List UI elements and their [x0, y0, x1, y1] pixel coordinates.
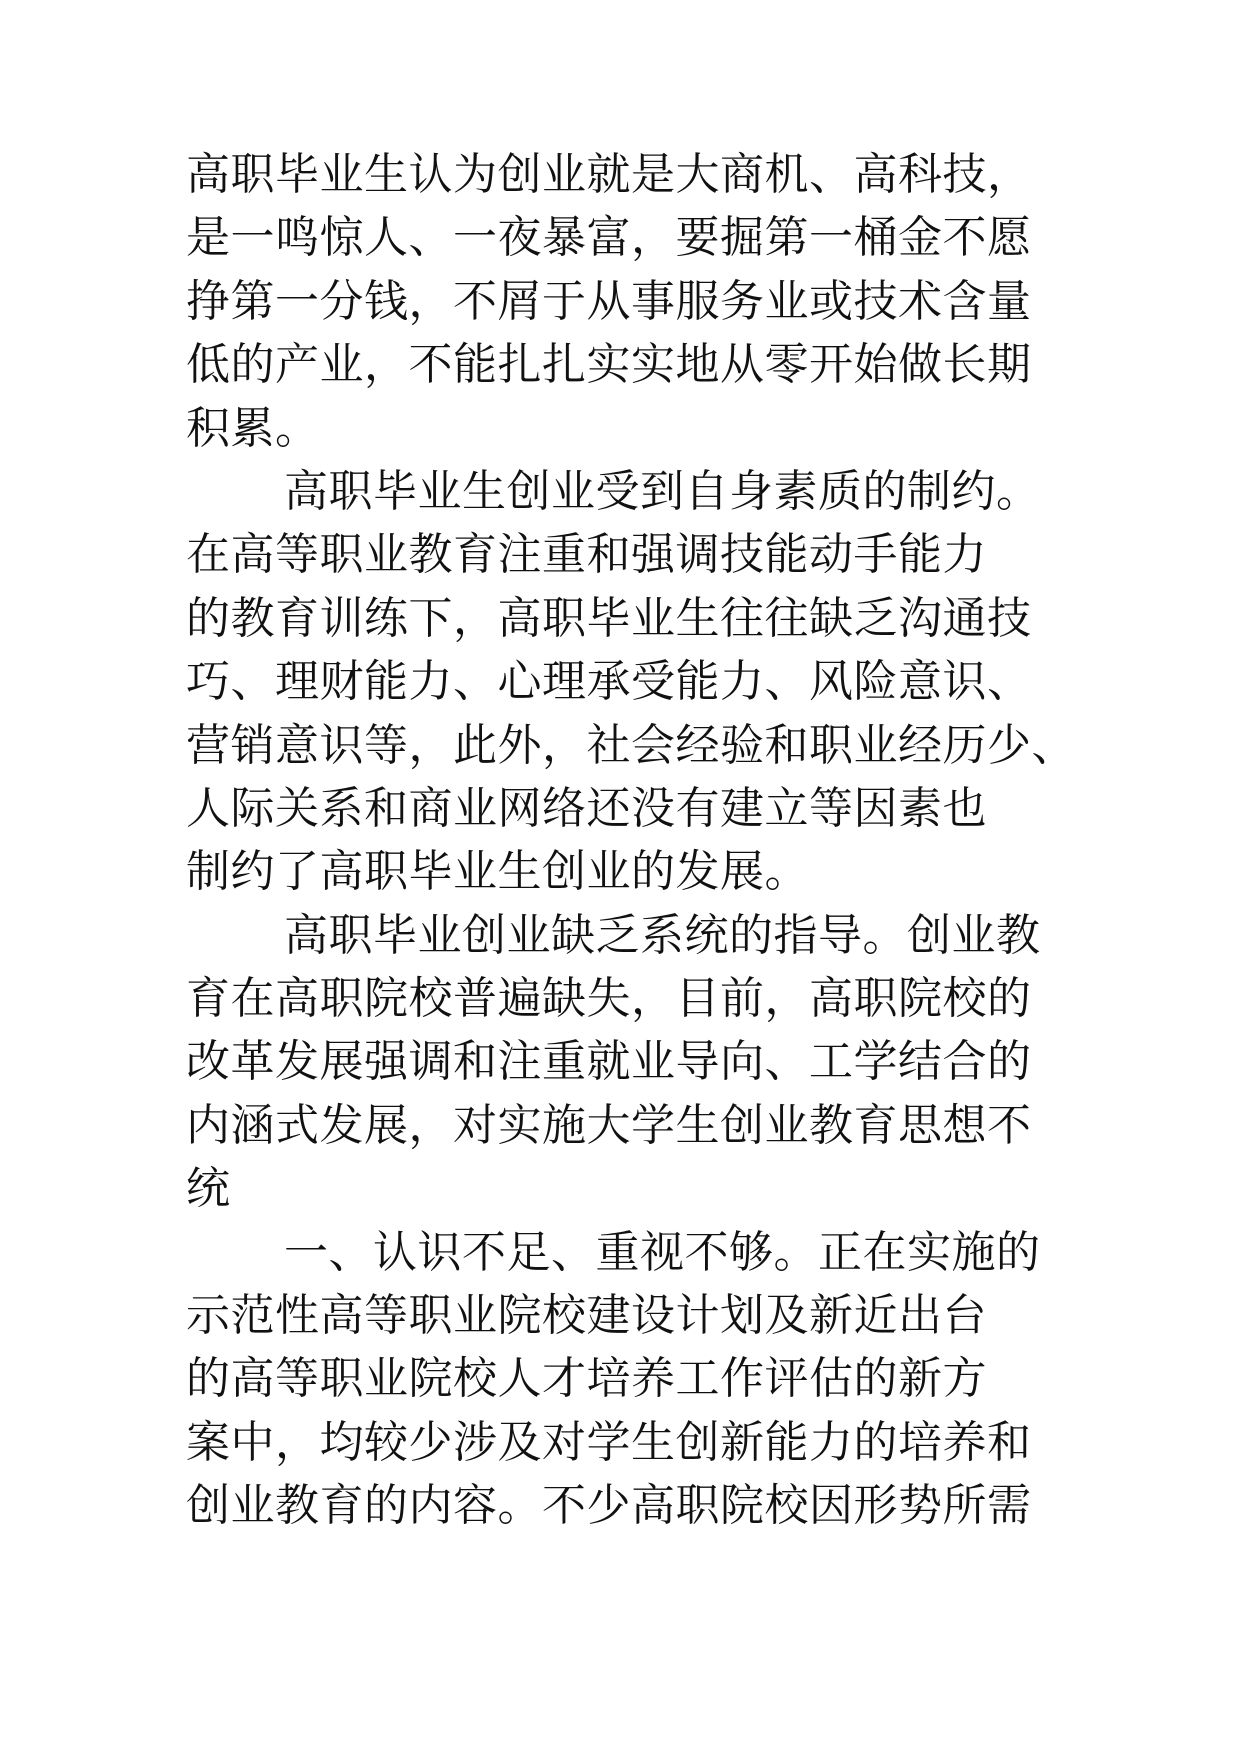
- body-text: [186, 143, 1086, 1538]
- text-line: 内涵式发展，对实施大学生创业教育思想不: [186, 1099, 1032, 1151]
- text-line: 制约了高职毕业生创业的发展。: [186, 846, 809, 898]
- text-line: 积累。: [186, 402, 320, 454]
- text-line: 是一鸣惊人、一夜暴富，要掘第一桶金不愿: [186, 212, 1032, 264]
- text-line: 示范性高等职业院校建设计划及新近出台: [186, 1290, 987, 1342]
- text-line: 创业教育的内容。不少高职院校因形势所需: [186, 1480, 1032, 1532]
- text-line: 改革发展强调和注重就业导向、工学结合的: [186, 1036, 1032, 1088]
- text-line: 营销意识等，此外，社会经验和职业经历少、: [186, 719, 1076, 771]
- text-line: 的高等职业院校人才培养工作评估的新方: [186, 1353, 987, 1405]
- text-line: 统: [186, 1163, 231, 1215]
- paragraph-start-line: 一、认识不足、重视不够。正在实施的: [284, 1226, 1041, 1278]
- paragraph-start-line: 高职毕业生创业受到自身素质的制约。: [284, 465, 1041, 517]
- text-line: 低的产业，不能扎扎实实地从零开始做长期: [186, 339, 1032, 391]
- text-line: 在高等职业教育注重和强调技能动手能力: [186, 529, 987, 581]
- text-line: 案中，均较少涉及对学生创新能力的培养和: [186, 1416, 1032, 1468]
- text-line: 人际关系和商业网络还没有建立等因素也: [186, 782, 987, 834]
- paragraph-start-line: 高职毕业创业缺乏系统的指导。创业教: [284, 909, 1041, 961]
- text-line: 巧、理财能力、心理承受能力、风险意识、: [186, 656, 1032, 708]
- text-line: 育在高职院校普遍缺失，目前，高职院校的: [186, 973, 1032, 1025]
- text-line: 高职毕业生认为创业就是大商机、高科技，: [186, 149, 1032, 200]
- text-line: 挣第一分钱，不屑于从事服务业或技术含量: [186, 275, 1032, 327]
- text-line: 的教育训练下，高职毕业生往往缺乏沟通技: [186, 592, 1032, 644]
